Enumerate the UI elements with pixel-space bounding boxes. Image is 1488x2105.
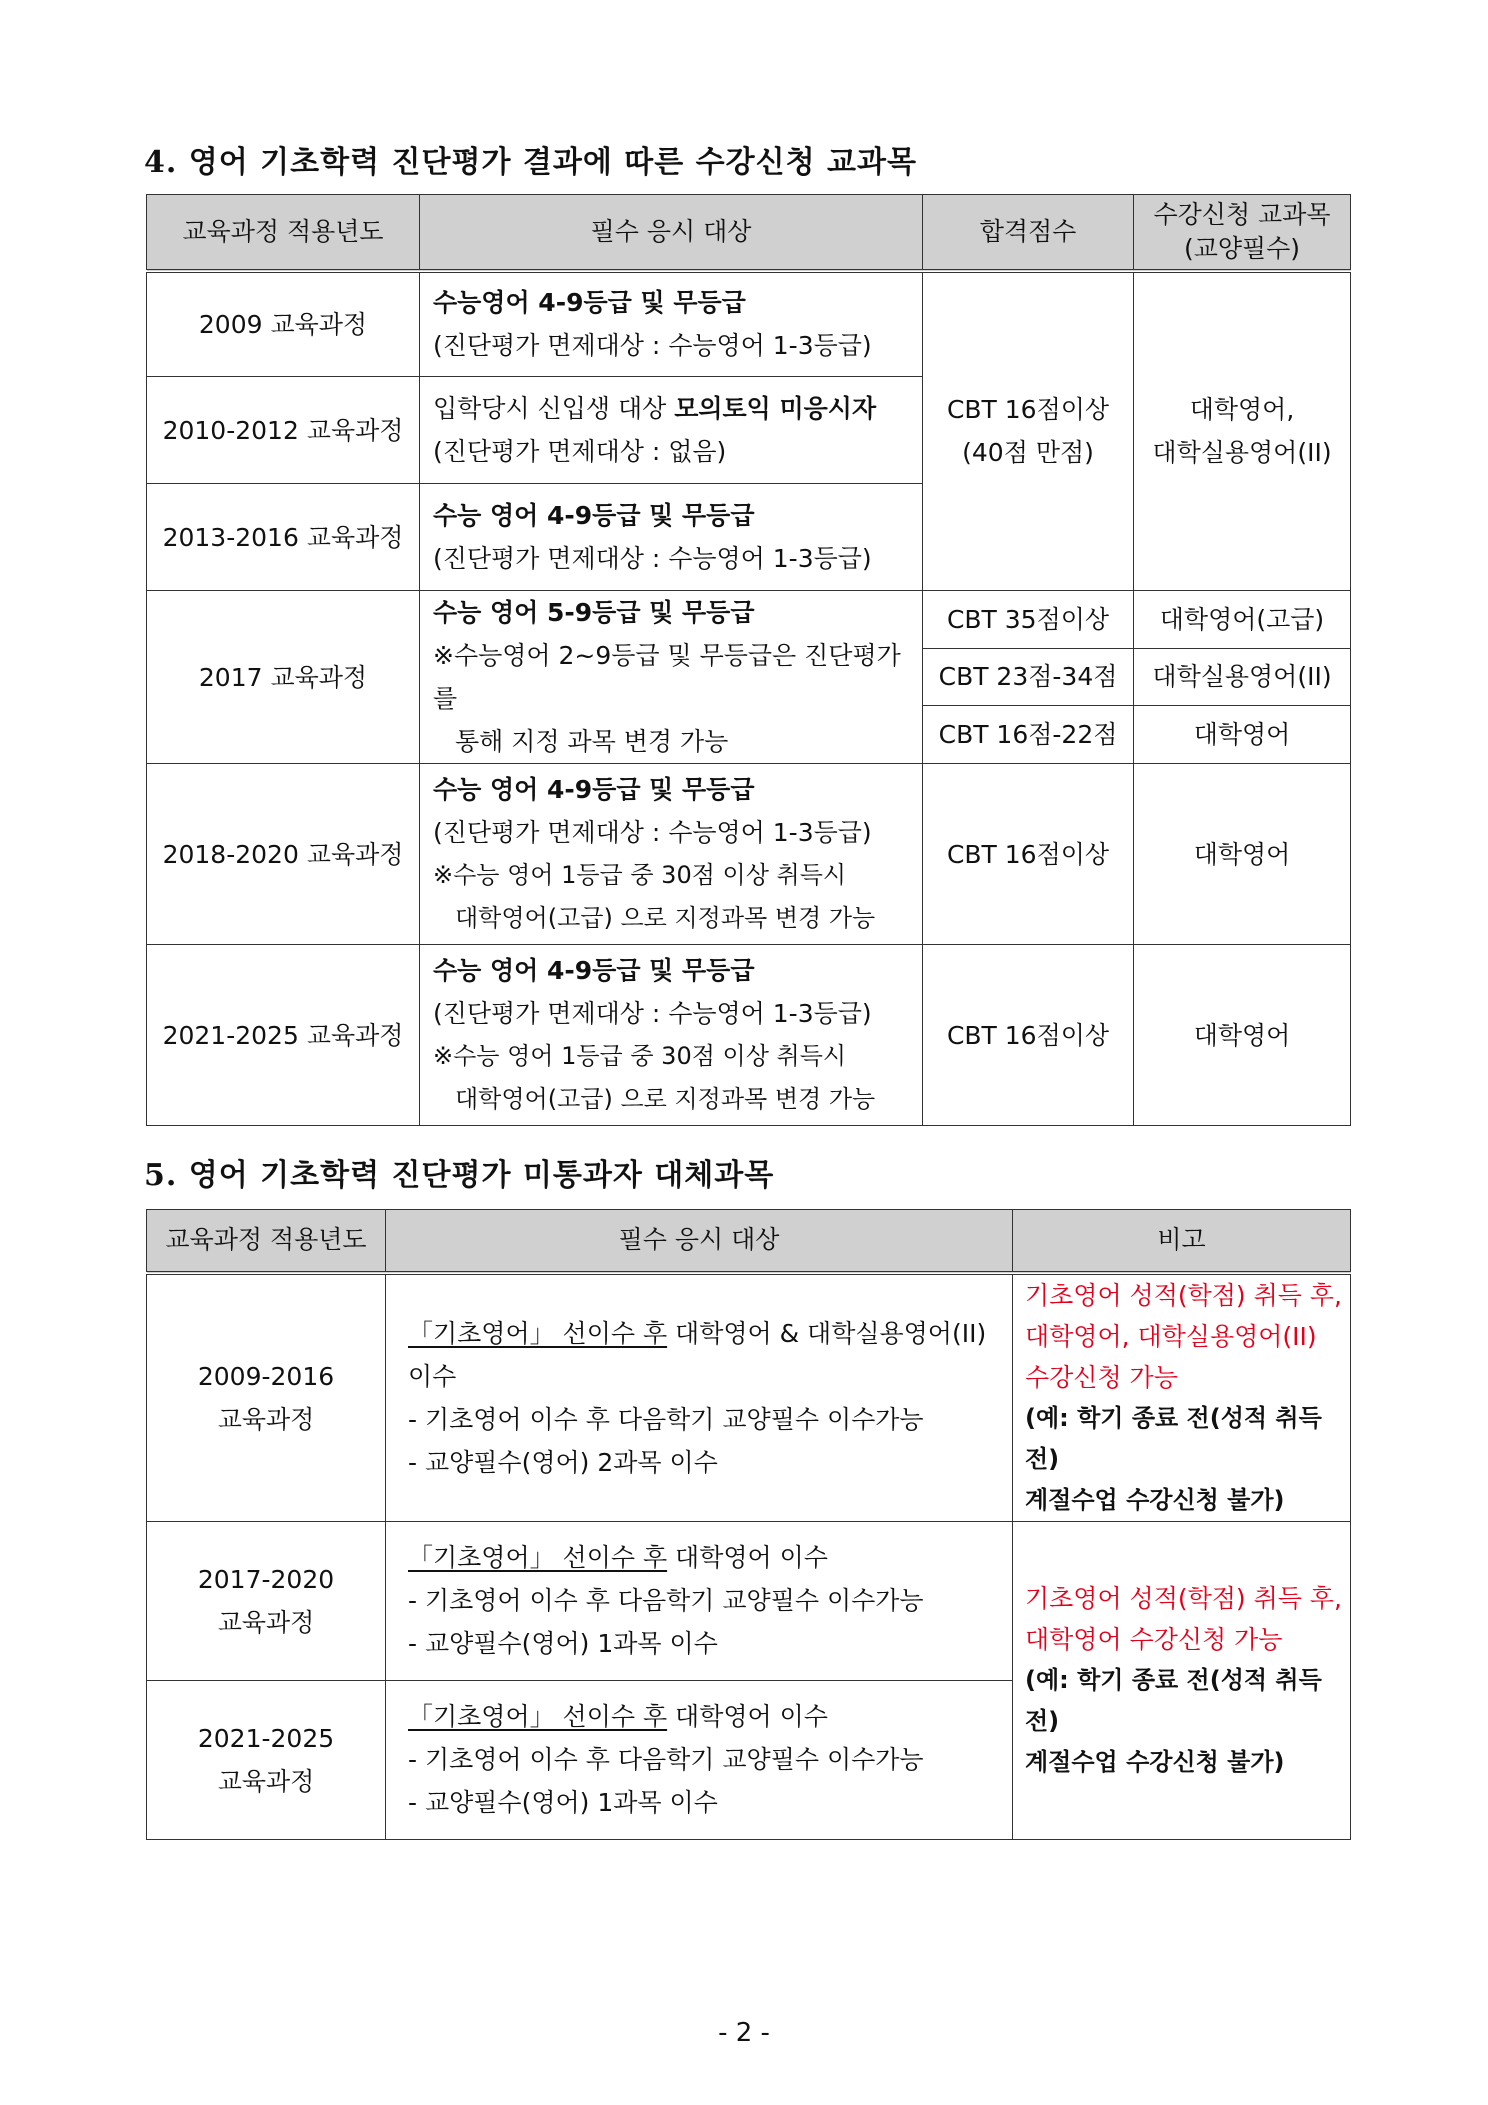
table-row [147, 945, 1351, 1126]
note-line: 대학영어, 대학실용영어(II) [1025, 1321, 1317, 1351]
target-main: 수능 영어 5-9등급 및 무등급 [433, 598, 755, 627]
target-cell [386, 1273, 1013, 1522]
table-row [147, 591, 1351, 649]
target-line: - 교양필수(영어) 1과목 이수 [408, 1788, 718, 1817]
target-main-rest: 대학영어 이수 [667, 1543, 828, 1572]
table-row [147, 764, 1351, 945]
target-note: 대학영어(고급) 으로 지정과목 변경 가능 [455, 904, 876, 932]
note-line: (예: 학기 종료 전(성적 취득 전) [1025, 1665, 1322, 1735]
target-main-rest: 대학영어 이수 [667, 1702, 828, 1731]
year-cell [147, 1521, 386, 1680]
target-line: - 교양필수(영어) 2과목 이수 [408, 1447, 718, 1477]
year-cell: 2017 교육과정 [147, 591, 420, 764]
target-main [408, 1536, 1012, 1579]
target-line: - 기초영어 이수 후 다음학기 교양필수 이수가능 [408, 1586, 924, 1615]
target-cell [420, 764, 923, 945]
note-line: 수강신청 가능 [1025, 1362, 1178, 1392]
score-cell: CBT 16점이상 [923, 945, 1134, 1126]
year-cell: 2018-2020 교육과정 [147, 764, 420, 945]
target-note: (진단평가 면제대상 : 수능영어 1-3등급) [433, 999, 872, 1028]
score-line2: (40점 만점) [962, 438, 1094, 468]
header-target: 필수 응시 대상 [386, 1210, 1013, 1273]
target-cell [420, 271, 923, 377]
course-cell: 대학영어 [1134, 945, 1351, 1126]
target-main: 수능 영어 4-9등급 및 무등급 [433, 956, 755, 985]
target-note: (진단평가 면제대상 : 수능영어 1-3등급) [433, 544, 872, 573]
score-line1: CBT 16점이상 [946, 395, 1110, 425]
section5-title: 5. 영어 기초학력 진단평가 미통과자 대체과목 [144, 1158, 775, 1193]
year-line1: 2017-2020 [197, 1564, 335, 1594]
target-cell [420, 945, 923, 1126]
substitute-course-table [146, 1209, 1351, 1840]
table-header-row [147, 1210, 1351, 1273]
note-line: 기초영어 성적(학점) 취득 후, [1025, 1280, 1342, 1310]
target-main: 수능영어 4-9등급 및 무등급 [433, 288, 746, 318]
target-main-rest: 대학영어 & 대학실용영어(II) 이수 [408, 1318, 987, 1391]
year-cell: 2010-2012 교육과정 [147, 377, 420, 484]
course-line1: 대학영어, [1189, 395, 1295, 425]
year-line2: 교육과정 [217, 1607, 315, 1637]
target-note: 대학영어(고급) 으로 지정과목 변경 가능 [455, 1085, 876, 1113]
course-cell: 대학영어 [1134, 764, 1351, 945]
target-main-underlined: 「기초영어」 선이수 후 [408, 1543, 668, 1572]
target-bold: 모의토익 미응시자 [674, 394, 877, 423]
score-cell [923, 271, 1134, 591]
target-note: (진단평가 면제대상 : 수능영어 1-3등급) [433, 818, 872, 847]
note-line: 기초영어 성적(학점) 취득 후, [1025, 1583, 1342, 1613]
year-line2: 교육과정 [217, 1766, 315, 1796]
target-line: - 교양필수(영어) 1과목 이수 [408, 1629, 718, 1658]
target-main: 수능 영어 4-9등급 및 무등급 [433, 501, 755, 530]
note-cell [1013, 1521, 1351, 1839]
score-cell: CBT 35점이상 [923, 591, 1134, 649]
header-year: 교육과정 적용년도 [147, 195, 420, 271]
year-line1: 2021-2025 [197, 1723, 335, 1753]
note-line: 계절수업 수강신청 불가) [1025, 1485, 1285, 1514]
target-note: ※수능 영어 1등급 중 30점 이상 취득시 [433, 1042, 847, 1070]
target-note: 통해 지정 과목 변경 가능 [455, 727, 729, 756]
year-line1: 2009-2016 [197, 1361, 335, 1391]
target-line: - 기초영어 이수 후 다음학기 교양필수 이수가능 [408, 1745, 924, 1774]
score-cell: CBT 16점이상 [923, 764, 1134, 945]
score-cell: CBT 16점-22점 [923, 706, 1134, 764]
page-number: - 2 - [718, 2018, 770, 2048]
target-cell [420, 591, 923, 764]
target-note: (진단평가 면제대상 : 없음) [433, 437, 727, 466]
target-note: ※수능 영어 1등급 중 30점 이상 취득시 [433, 861, 847, 889]
course-registration-table [146, 194, 1351, 1126]
target-main [408, 1312, 1012, 1398]
year-cell: 2009 교육과정 [147, 271, 420, 377]
table-row [147, 271, 1351, 377]
year-cell: 2021-2025 교육과정 [147, 945, 420, 1126]
year-cell: 2013-2016 교육과정 [147, 484, 420, 591]
header-year: 교육과정 적용년도 [147, 1210, 386, 1273]
score-cell: CBT 23점-34점 [923, 648, 1134, 706]
section4-title: 4. 영어 기초학력 진단평가 결과에 따른 수강신청 교과목 [144, 145, 917, 180]
target-cell [386, 1521, 1013, 1680]
target-main [433, 387, 922, 430]
note-cell [1013, 1273, 1351, 1522]
header-note: 비고 [1013, 1210, 1351, 1273]
target-note: ※수능영어 2~9등급 및 무등급은 진단평가를 [433, 641, 901, 713]
target-cell [420, 377, 923, 484]
header-course-line2: (교양필수) [1183, 233, 1301, 263]
note-line: (예: 학기 종료 전(성적 취득 전) [1025, 1403, 1322, 1473]
header-course [1134, 195, 1351, 271]
note-line: 대학영어 수강신청 가능 [1025, 1624, 1283, 1654]
course-cell [1134, 271, 1351, 591]
header-course-line1: 수강신청 교과목 [1153, 199, 1331, 229]
target-main-underlined: 「기초영어」 선이수 후 [408, 1318, 668, 1348]
course-cell: 대학실용영어(II) [1134, 648, 1351, 706]
target-cell [420, 484, 923, 591]
header-score: 합격점수 [923, 195, 1134, 271]
note-line: 계절수업 수강신청 불가) [1025, 1747, 1285, 1776]
course-line2: 대학실용영어(II) [1152, 438, 1332, 468]
header-target: 필수 응시 대상 [420, 195, 923, 271]
table-header-row [147, 195, 1351, 271]
course-cell: 대학영어 [1134, 706, 1351, 764]
target-main: 수능 영어 4-9등급 및 무등급 [433, 775, 755, 804]
target-line: - 기초영어 이수 후 다음학기 교양필수 이수가능 [408, 1404, 924, 1434]
target-note: (진단평가 면제대상 : 수능영어 1-3등급) [433, 331, 872, 361]
target-cell [386, 1680, 1013, 1839]
year-line2: 교육과정 [217, 1404, 315, 1434]
target-prefix: 입학당시 신입생 대상 [433, 394, 675, 423]
table-row [147, 1521, 1351, 1680]
target-main [408, 1695, 1012, 1738]
target-main-underlined: 「기초영어」 선이수 후 [408, 1702, 668, 1731]
year-cell [147, 1680, 386, 1839]
year-cell [147, 1273, 386, 1522]
course-cell: 대학영어(고급) [1134, 591, 1351, 649]
table-row [147, 1273, 1351, 1522]
